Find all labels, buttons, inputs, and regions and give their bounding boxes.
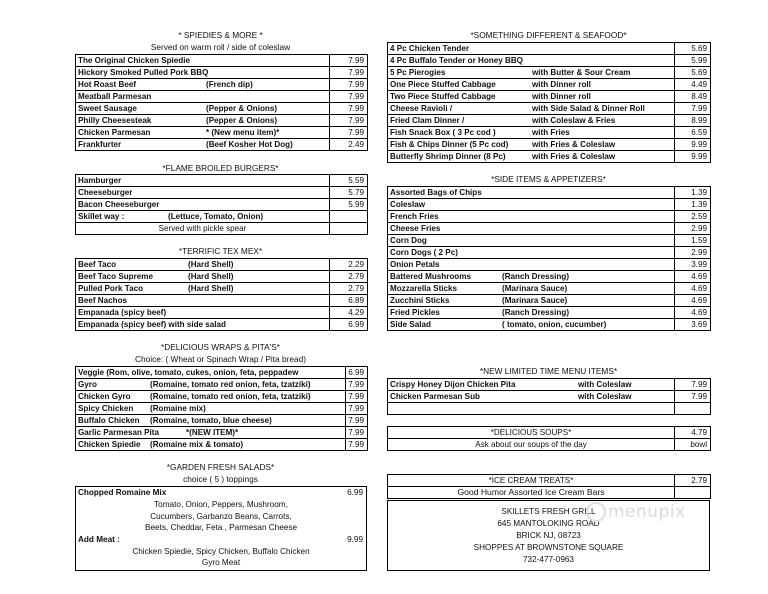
salads-title: *GARDEN FRESH SALADS* [166,462,275,472]
item-price: 4.69 [675,295,711,307]
item-name: Chicken Gyro [78,392,131,401]
item-price: 6.99 [330,319,368,331]
icecream-price: 2.79 [675,475,711,487]
store-phone: 732-477-0963 [523,555,574,564]
sides-title: *SIDE ITEMS & APPETIZERS* [491,174,606,184]
item-name: Fried Pickles [390,308,440,317]
sides-table [387,186,711,331]
item-note: (Ranch Dressing) [502,308,570,317]
item-note: (French dip) [206,80,253,89]
pickle-note: Served with pickle spear [76,223,330,235]
sides-row [388,283,711,295]
item-name: Sweet Sausage [78,104,137,113]
item-name: Fish & Chips Dinner (5 Pc cod) [390,140,509,149]
item-note: (Ranch Dressing) [502,272,570,281]
sides-row [388,223,711,235]
item-name: Chicken Parmesan Sub [390,392,480,401]
spiedies-row [76,67,368,79]
item-name: Meatball Parmesan [78,92,152,101]
item-price: 7.99 [346,403,368,415]
sides-row [388,247,711,259]
item-price: 3.69 [675,319,711,331]
item-note: with Fries & Coleslaw [532,140,616,149]
soups-note-row [388,439,711,451]
soups-title: *DELICIOUS SOUPS* [388,427,675,439]
item-name: Coleslaw [390,200,426,209]
item-price: 6.99 [346,367,368,379]
item-note: *(NEW ITEM)* [186,428,239,437]
item-name: Mozzarella Sticks [390,284,458,293]
item-note: (Romaine, tomato red onion, feta, tzatziki) [150,380,311,389]
different-row [388,127,711,139]
different-row [388,103,711,115]
item-note: with Dinner roll [532,80,591,89]
item-price: 2.99 [675,247,711,259]
icecream-title: *ICE CREAM TREATS* [388,475,675,487]
item-note: with Butter & Sour Cream [532,68,631,77]
item-name: Gyro [78,380,97,389]
item-name: Hickory Smoked Pulled Pork BBQ [78,68,209,77]
sides-row [388,271,711,283]
item-name: French Fries [390,212,439,221]
limited-spacer-row [388,403,711,415]
different-row [388,139,711,151]
spiedies-row [76,91,368,103]
item-note: (Pepper & Onions) [206,104,278,113]
texmex-row [76,283,368,295]
item-note: (Beef Kosher Hot Dog) [206,140,293,149]
different-row [388,43,711,55]
item-price: 7.99 [346,415,368,427]
soups-note: Ask about our soups of the day [388,439,675,451]
item-name: Garlic Parmesan Pita [78,428,159,437]
salad-meat-label: Add Meat : [78,535,120,544]
item-price: 9.99 [675,151,711,163]
item-price: 2.79 [330,271,368,283]
item-price: 7.99 [346,439,368,451]
item-note: (Pepper & Onions) [206,116,278,125]
item-name: Hot Roast Beef [78,80,137,89]
item-name: One Piece Stuffed Cabbage [390,80,496,89]
store-address: 645 MANTOLOKING ROAD [497,519,600,528]
wraps-row [76,403,368,415]
sides-row [388,259,711,271]
different-row [388,91,711,103]
wraps-row [76,415,368,427]
item-note: (Romaine mix & tomato) [150,440,244,449]
item-name: Butterfly Shrimp Dinner (8 Pc) [390,152,506,161]
item-name: Cheeseburger [78,188,133,197]
item-price: 7.99 [675,379,711,391]
sides-row [388,211,711,223]
item-name: Beef Nachos [78,296,128,305]
watermark-text: menupix [608,502,686,522]
item-note: with Fries [532,128,570,137]
salad-meat-price: 9.99 [347,535,363,544]
wraps-row [76,367,368,379]
spiedies-table [75,54,368,151]
salad-main-name: Chopped Romaine Mix [78,488,167,497]
item-price: 6.89 [330,295,368,307]
item-name: Frankfurter [78,140,122,149]
item-price: 7.99 [346,391,368,403]
texmex-title: *TERRIFIC TEX MEX* [178,246,263,256]
texmex-row [76,307,368,319]
item-note: (Marinara Sauce) [502,284,568,293]
item-name: Onion Petals [390,260,440,269]
item-price: 4.29 [330,307,368,319]
item-note: with Fries & Coleslaw [532,152,616,161]
item-price: 8.49 [675,91,711,103]
spiedies-row [76,103,368,115]
item-note: (Romaine mix) [150,404,206,413]
different-row [388,79,711,91]
menupix-logo-icon [586,502,606,522]
store-city: BRICK NJ, 08723 [516,531,581,540]
salad-topping: Tomato, Onion, Peppers, Mushroom, [154,500,288,509]
icecream-title-row [388,475,711,487]
item-note: (Hard Shell) [188,260,234,269]
item-name: 4 Pc Buffalo Tender or Honey BBQ [390,56,523,65]
texmex-row [76,319,368,331]
item-name: 5 Pc Pierogies [390,68,446,77]
texmex-table [75,258,368,331]
item-name: Fried Clam Dinner / [390,116,465,125]
item-price: 4.69 [675,307,711,319]
limited-row [388,391,711,403]
item-name: Side Salad [390,320,431,329]
item-name: Pulled Pork Taco [78,284,144,293]
item-note: (Romaine, tomato red onion, feta, tzatziki) [150,392,311,401]
watermark [586,502,686,522]
item-price: 8.99 [675,115,711,127]
item-note: with Coleslaw [578,392,632,401]
item-price: 7.99 [330,127,368,139]
salads-box [75,486,367,571]
item-price: 5.69 [675,43,711,55]
item-price: 5.69 [675,67,711,79]
item-name: Two Piece Stuffed Cabbage [390,92,496,101]
icecream-note: Good Humor Assorted Ice Cream Bars [388,487,675,499]
burger-pickle-row [76,223,368,235]
item-name: Beef Taco [78,260,117,269]
wraps-row [76,427,368,439]
salad-topping: Beets, Cheddar, Feta , Parmesan Cheese [144,523,297,532]
item-name: Battered Mushrooms [390,272,471,281]
item-note: with Side Salad & Dinner Roll [532,104,645,113]
sides-row [388,295,711,307]
item-name: Bacon Cheeseburger [78,200,160,209]
item-price: 2.49 [330,139,368,151]
item-price: 1.39 [675,199,711,211]
item-name: Hamburger [78,176,122,185]
item-name: Crispy Honey Dijon Chicken Pita [390,380,516,389]
soups-unit: bowl [675,439,711,451]
item-price: 7.99 [330,91,368,103]
item-price: 1.39 [675,187,711,199]
spiedies-row [76,139,368,151]
item-note: (Hard Shell) [188,272,234,281]
wraps-row [76,391,368,403]
spiedies-row [76,115,368,127]
limited-table [387,378,711,415]
item-price: 7.99 [675,391,711,403]
item-price: 7.99 [346,379,368,391]
item-price: 5.59 [330,175,368,187]
item-note: (Romaine, tomato, blue cheese) [150,416,272,425]
item-note: with Coleslaw & Fries [532,116,616,125]
item-name: Empanada (spicy beef) with side salad [78,320,226,329]
item-name: Spicy Chicken [78,404,134,413]
spiedies-row [76,127,368,139]
sides-row [388,235,711,247]
wraps-subtitle: Choice: ( Wheat or Spinach Wrap / Pita bread) [135,354,306,364]
item-name: Cheese Ravioli / [390,104,453,113]
different-row [388,67,711,79]
wraps-title: *DELICIOUS WRAPS & PITA'S* [161,342,280,352]
item-name: Corn Dogs ( 2 Pc) [390,248,458,257]
item-price: 2.79 [330,283,368,295]
item-price: 7.99 [330,79,368,91]
item-price: 7.99 [330,55,368,67]
item-price: 2.99 [675,223,711,235]
item-note: ( tomato, onion, cucumber) [502,320,607,329]
item-name: Veggie (Rom, olive, tomato, cukes, onion, feta, peppadew [78,368,299,377]
item-price: 4.69 [675,271,711,283]
item-note: (Marinara Sauce) [502,296,568,305]
texmex-row [76,271,368,283]
item-note: with Coleslaw [578,380,632,389]
burgers-title: *FLAME BROILED BURGERS* [162,163,279,173]
spiedies-title: * SPIEDIES & MORE * [178,30,263,40]
item-name: Cheese Fries [390,224,441,233]
item-price: 9.99 [675,139,711,151]
icecream-note-row [388,487,711,499]
item-price: 4.69 [675,283,711,295]
burgers-row [76,175,368,187]
different-title: *SOMETHING DIFFERENT & SEAFOOD* [470,30,627,40]
salads-subtitle: choice ( 5 ) toppings [183,474,258,484]
item-note: * (New menu item)* [206,128,280,137]
skillet-label: Skillet way : [78,212,125,221]
spiedies-row [76,79,368,91]
store-plaza: SHOPPES AT BROWNSTONE SQUARE [473,543,624,552]
item-name: Beef Taco Supreme [78,272,153,281]
salad-main-price: 6.99 [347,488,363,497]
different-row [388,55,711,67]
item-name: Empanada (spicy beef) [78,308,167,317]
salad-topping: Cucumbers, Garbanzo Beans, Carrots, [150,512,292,521]
item-price: 7.99 [330,67,368,79]
store-name: SKILLETS FRESH GRILL [501,507,596,516]
wraps-row [76,379,368,391]
item-price: 7.99 [330,115,368,127]
different-row [388,115,711,127]
item-price: 1.59 [675,235,711,247]
different-table [387,42,711,163]
icecream-table [387,474,711,499]
limited-row [388,379,711,391]
skillet-note: (Lettuce, Tomato, Onion) [168,212,264,221]
spiedies-row [76,55,368,67]
soups-table [387,426,711,451]
soups-title-row [388,427,711,439]
texmex-row [76,259,368,271]
texmex-row [76,295,368,307]
item-price: 2.29 [330,259,368,271]
item-price: 5.79 [330,187,368,199]
item-price: 7.99 [330,103,368,115]
sides-row [388,199,711,211]
item-note: (Hard Shell) [188,284,234,293]
item-price: 7.99 [346,427,368,439]
item-name: The Original Chicken Spiedie [78,56,190,65]
wraps-table [75,366,368,451]
item-price: 6.59 [675,127,711,139]
soups-price: 4.79 [675,427,711,439]
item-price: 4.49 [675,79,711,91]
item-name: Chicken Spiedie [78,440,141,449]
burgers-row [76,199,368,211]
item-name: Corn Dog [390,236,427,245]
item-note: with Dinner roll [532,92,591,101]
burgers-table [75,174,368,235]
burgers-row [76,187,368,199]
sides-row [388,187,711,199]
burger-skillet-row [76,211,368,223]
salad-meat-option: Chicken Spiedie, Spicy Chicken, Buffalo Chicken [132,547,310,556]
item-name: 4 Pc Chicken Tender [390,44,470,53]
different-row [388,151,711,163]
item-name: Chicken Parmesan [78,128,151,137]
item-price: 2.59 [675,211,711,223]
item-price: 3.99 [675,259,711,271]
wraps-row [76,439,368,451]
salad-meat-option: Gyro Meat [201,558,241,567]
item-name: Assorted Bags of Chips [390,188,482,197]
item-price: 5.99 [330,199,368,211]
item-name: Fish Snack Box ( 3 Pc cod ) [390,128,496,137]
item-price: 7.99 [675,103,711,115]
sides-row [388,319,711,331]
item-name: Buffalo Chicken [78,416,140,425]
item-name: Zucchini Sticks [390,296,450,305]
limited-title: *NEW LIMITED TIME MENU ITEMS* [479,366,618,376]
item-price: 5.99 [675,55,711,67]
sides-row [388,307,711,319]
item-name: Philly Cheesesteak [78,116,152,125]
spiedies-subtitle: Served on warm roll / side of coleslaw [150,42,291,52]
